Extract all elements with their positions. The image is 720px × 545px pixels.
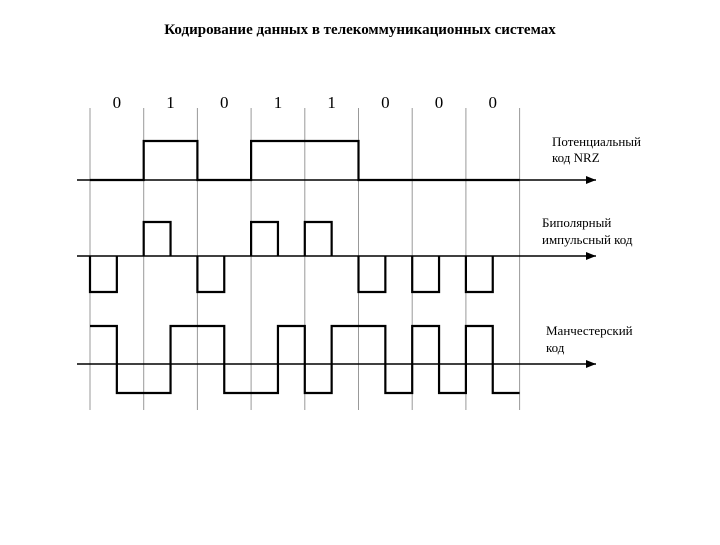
bipolar-pulse <box>305 222 332 256</box>
bipolar-pulse <box>251 222 278 256</box>
bipolar-pulse <box>197 256 224 292</box>
axis-arrow <box>586 176 596 184</box>
bipolar-pulse <box>412 256 439 292</box>
bit-label: 0 <box>434 93 444 112</box>
page-title: Кодирование данных в телекоммуникационных системах <box>164 22 556 38</box>
bipolar-pulse <box>466 256 493 292</box>
nrz-label-line-2: код NRZ <box>552 150 600 165</box>
axis-arrow <box>586 252 596 260</box>
bit-label: 0 <box>488 93 497 112</box>
signal-axes <box>77 176 596 368</box>
bit-label: 1 <box>273 93 283 112</box>
bipolar-label-line-1: Биполярный <box>542 215 612 230</box>
nrz-label <box>552 134 641 165</box>
bipolar-pulse <box>359 256 386 292</box>
bit-label: 1 <box>166 93 175 112</box>
bipolar-label <box>542 215 633 247</box>
manchester-waveform <box>90 326 520 393</box>
manchester-label-line-2: код <box>546 340 565 355</box>
manchester-label <box>546 323 633 355</box>
manchester-label-line-1: Манчестерский <box>546 323 633 338</box>
bit-label: 0 <box>381 93 390 112</box>
bit-label: 1 <box>327 93 336 112</box>
bit-label: 0 <box>220 93 229 112</box>
bit-label: 0 <box>112 93 122 112</box>
bipolar-pulse <box>90 256 117 292</box>
bipolar-pulse <box>144 222 171 256</box>
nrz-label-line-1: Потенциальный <box>552 134 641 149</box>
bipolar-label-line-2: импульсный код <box>542 232 633 247</box>
axis-arrow <box>586 360 596 368</box>
